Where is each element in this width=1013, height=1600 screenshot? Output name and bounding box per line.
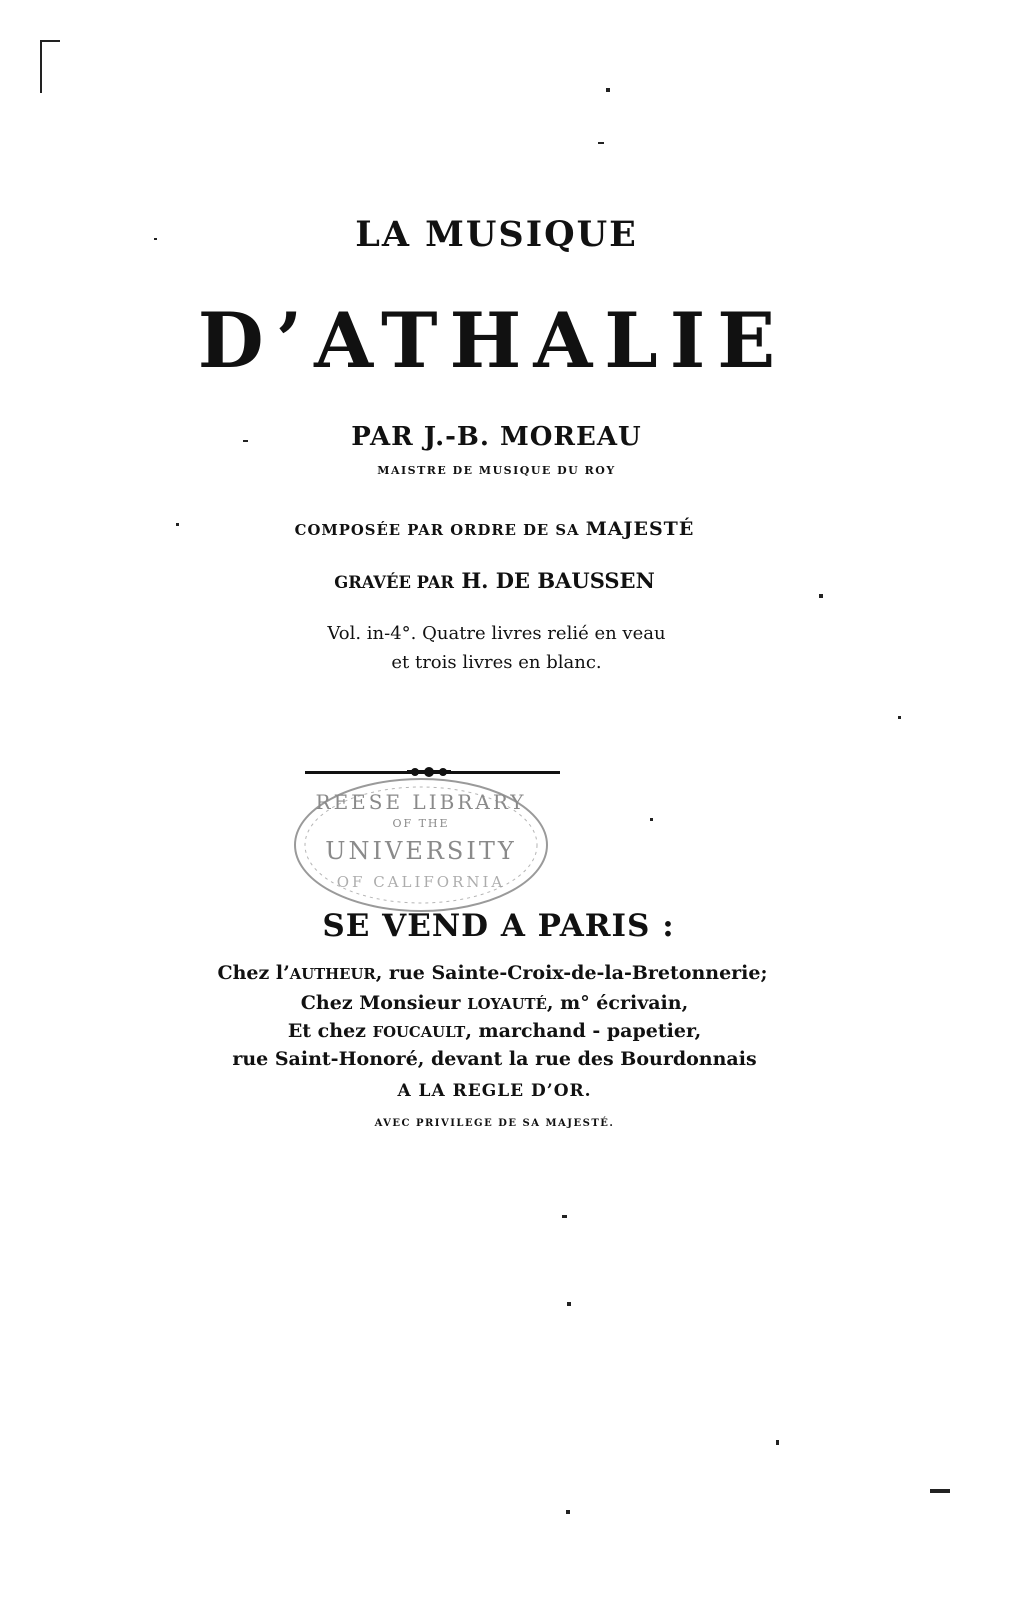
scan-speck xyxy=(776,1440,779,1445)
shop-sign: A LA REGLE D’OR. xyxy=(397,1081,592,1101)
address-loyaute-name: LOYAUTÉ xyxy=(467,996,547,1013)
page-corner-mark xyxy=(36,38,66,98)
library-stamp xyxy=(292,775,550,915)
scan-speck xyxy=(154,238,157,240)
address-line-street: rue Saint-Honoré, devant la rue des Bourdonnais xyxy=(232,1048,757,1070)
address-author-street: , rue Sainte-Croix-de-la-Bretonnerie; xyxy=(375,962,768,984)
address-author-prefix: Chez l’ xyxy=(217,962,290,984)
stamp-bottom-text: OF CALIFORNIA xyxy=(336,873,506,891)
address-line-foucault xyxy=(0,1020,1001,1042)
engraver-name: H. DE BAUSSEN xyxy=(461,568,655,593)
sale-heading: SE VEND A PARIS : xyxy=(322,908,675,944)
address-loyaute-prefix: Chez Monsieur xyxy=(300,992,468,1014)
title-line-2: D’ATHALIE xyxy=(197,296,788,385)
address-foucault-prefix: Et chez xyxy=(287,1020,373,1042)
scan-speck xyxy=(930,1489,950,1493)
scan-speck xyxy=(598,142,604,144)
scan-speck xyxy=(606,88,610,92)
address-loyaute-suffix: , m° écrivain, xyxy=(546,992,689,1014)
scan-speck xyxy=(567,1302,571,1306)
stamp-small-text: OF THE xyxy=(392,817,450,830)
scan-speck xyxy=(650,818,653,821)
stamp-top-text: REESE LIBRARY xyxy=(315,790,527,814)
engraved-by-line xyxy=(0,568,1001,593)
scan-speck xyxy=(562,1215,567,1218)
scan-speck xyxy=(243,440,248,442)
address-line-loyaute xyxy=(0,992,1001,1014)
scan-speck xyxy=(176,523,179,526)
composed-majesty: MAJESTÉ xyxy=(585,518,695,540)
address-foucault-name: FOUCAULT xyxy=(372,1024,466,1041)
stamp-main-text: UNIVERSITY xyxy=(325,837,517,865)
composed-lead: COMPOSÉE PAR ORDRE DE SA xyxy=(294,522,586,539)
address-foucault-suffix: , marchand - papetier, xyxy=(465,1020,702,1042)
scan-speck xyxy=(819,594,823,598)
volume-description-line-2: et trois livres en blanc. xyxy=(391,652,602,673)
scan-speck xyxy=(898,716,901,719)
engraved-word: GRAVÉE PAR xyxy=(334,573,455,592)
volume-description-line-1: Vol. in-4°. Quatre livres relié en veau xyxy=(327,623,666,644)
author-role: MAISTRE DE MUSIQUE DU ROY xyxy=(377,464,616,477)
address-author-name: AUTHEUR xyxy=(289,966,376,983)
author-byline: PAR J.-B. MOREAU xyxy=(351,422,642,452)
royal-privilege: AVEC PRIVILEGE DE SA MAJESTÉ. xyxy=(374,1118,615,1129)
address-line-author xyxy=(0,962,999,984)
composed-by-order-line xyxy=(0,518,1001,540)
scan-speck xyxy=(566,1510,570,1514)
title-line-1: LA MUSIQUE xyxy=(355,214,638,255)
